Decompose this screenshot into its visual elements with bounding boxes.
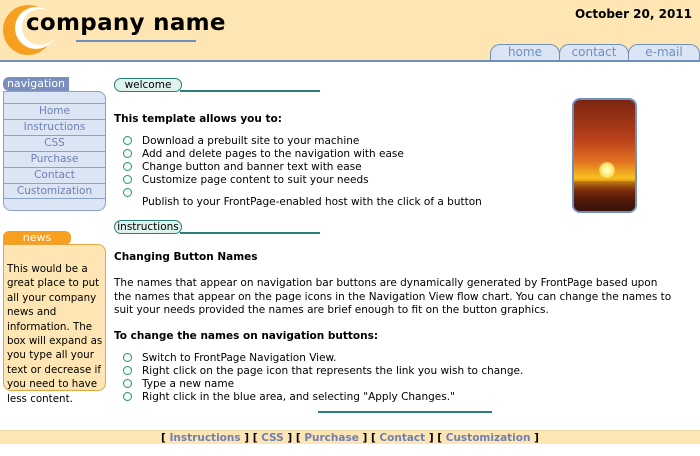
instructions-steps-list <box>114 352 523 404</box>
tab-email[interactable]: e-mail <box>628 44 700 60</box>
list-item-text: Switch to FrontPage Navigation View. <box>142 352 337 364</box>
top-tabs <box>491 44 700 60</box>
tab-contact[interactable]: contact <box>559 44 629 60</box>
nav-item-contact[interactable]: Contact <box>4 167 105 183</box>
footer-link-css[interactable]: CSS <box>261 432 284 444</box>
bullet-icon <box>123 188 132 197</box>
footer-link-purchase[interactable]: Purchase <box>304 432 359 444</box>
bullet-icon <box>123 149 132 158</box>
footer-link-contact[interactable]: Contact <box>379 432 426 444</box>
tab-home[interactable]: home <box>490 44 560 60</box>
footer-links: [ Instructions ] [ CSS ] [ Purchase ] [ Contact ] [ Customization ] <box>0 430 700 444</box>
list-item <box>114 378 523 391</box>
nav-item-customization[interactable]: Customization <box>4 183 105 199</box>
instructions-paragraph: The names that appear on navigation bar buttons are dynamically generated by FrontPage based upon the names that appear on the page icons in the Navigation View flow chart. You can change the names to suit your needs provided the names are brief enough to fit on the button graphics. <box>114 277 672 316</box>
bullet-icon <box>123 379 132 388</box>
navigation-title: navigation <box>3 77 69 91</box>
company-logo-text[interactable]: company name <box>26 10 226 36</box>
nav-item-home[interactable]: Home <box>4 103 105 119</box>
navigation-panel <box>3 91 106 211</box>
current-date: October 20, 2011 <box>575 7 692 21</box>
welcome-bullet-list <box>114 135 482 209</box>
list-item <box>114 365 523 378</box>
sun-icon <box>599 162 615 178</box>
header-divider <box>0 60 700 62</box>
news-panel <box>3 244 106 405</box>
list-item-text: Add and delete pages to the navigation with ease <box>142 148 404 160</box>
nav-item-purchase[interactable]: Purchase <box>4 151 105 167</box>
bullet-icon <box>123 136 132 145</box>
list-item <box>114 187 482 209</box>
header-banner <box>0 0 700 60</box>
bullet-icon <box>123 392 132 401</box>
logo-underline <box>76 40 196 42</box>
list-item-text: Right click on the page icon that represents the link you wish to change. <box>142 365 524 377</box>
bullet-icon <box>123 353 132 362</box>
list-item-text: Change button and banner text with ease <box>142 161 362 173</box>
bullet-icon <box>123 162 132 171</box>
list-item-text: Type a new name <box>142 378 235 390</box>
bullet-icon <box>123 366 132 375</box>
nav-item-instructions[interactable]: Instructions <box>4 119 105 135</box>
instructions-heading: Changing Button Names <box>114 251 258 263</box>
instructions-rule <box>180 232 320 234</box>
nav-item-css[interactable]: CSS <box>4 135 105 151</box>
list-item-text: Right click in the blue area, and selecting "Apply Changes." <box>142 391 455 403</box>
footer-link-instructions[interactable]: Instructions <box>169 432 241 444</box>
list-item <box>114 161 482 174</box>
news-title: news <box>3 231 71 245</box>
welcome-rule <box>180 90 320 92</box>
list-item-text: Customize page content to suit your needs <box>142 174 369 186</box>
list-item <box>114 135 482 148</box>
bullet-icon <box>123 175 132 184</box>
list-item <box>114 148 482 161</box>
sunset-photo <box>572 98 637 213</box>
list-item-text: Publish to your FrontPage-enabled host with the click of a button <box>142 196 482 208</box>
instructions-title: instructions <box>114 220 182 234</box>
list-item <box>114 391 523 404</box>
list-item <box>114 174 482 187</box>
welcome-intro: This template allows you to: <box>114 113 282 125</box>
list-item <box>114 352 523 365</box>
content-end-rule <box>318 411 492 413</box>
welcome-title: welcome <box>114 78 182 92</box>
list-item-text: Download a prebuilt site to your machine <box>142 135 360 147</box>
instructions-subheading: To change the names on navigation buttons: <box>114 330 379 342</box>
footer-link-customization[interactable]: Customization <box>445 432 531 444</box>
news-text: This would be a great place to put all your company news and information. The box will expand as you type all your text or decrease if you need to have less content. <box>7 263 103 405</box>
